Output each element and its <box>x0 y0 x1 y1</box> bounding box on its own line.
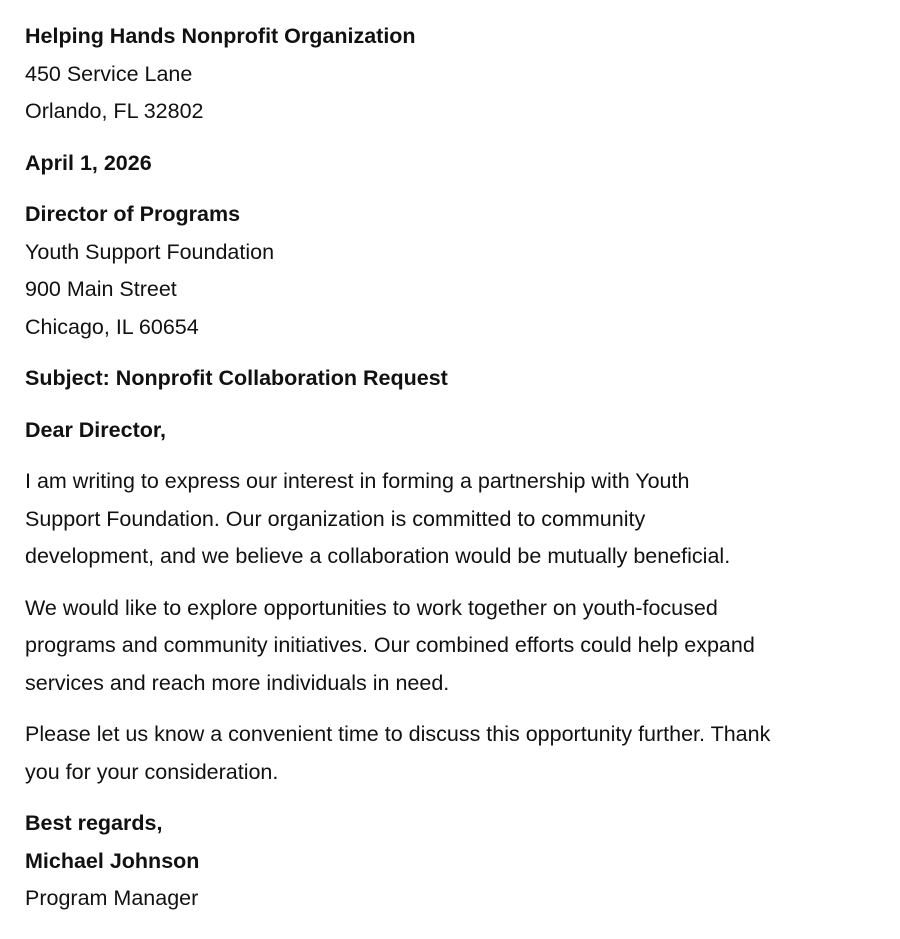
salutation-block <box>25 412 875 450</box>
recipient-title: Director of Programs <box>25 202 241 226</box>
date-block <box>25 145 875 183</box>
sender-address-block <box>25 18 875 131</box>
recipient-address-block <box>25 196 875 346</box>
subject-block <box>25 360 875 398</box>
recipient-city-state-zip: Chicago, IL 60654 <box>25 314 199 339</box>
body-paragraph-1-line-3: development, and we believe a collaboration would be mutually beneficial. <box>25 544 731 568</box>
body-paragraph-2-line-3: services and reach more individuals in need. <box>25 670 450 695</box>
letter-document <box>25 18 875 918</box>
salutation: Dear Director, <box>25 417 167 442</box>
sender-city-state-zip: Orlando, FL 32802 <box>25 99 204 123</box>
closing: Best regards, <box>25 811 163 835</box>
body-paragraph-3 <box>25 716 875 791</box>
recipient-street: 900 Main Street <box>25 277 177 301</box>
closing-block <box>25 805 875 918</box>
body-paragraph-1 <box>25 463 875 576</box>
body-paragraph-1-line-1: I am writing to express our interest in forming a partnership with Youth <box>25 469 690 493</box>
subject-line: Subject: Nonprofit Collaboration Request <box>25 366 448 390</box>
sender-street: 450 Service Lane <box>25 61 193 86</box>
body-paragraph-2 <box>25 590 875 703</box>
body-paragraph-3-line-2: you for your consideration. <box>25 759 279 784</box>
signature-title: Program Manager <box>25 886 199 910</box>
letter-date: April 1, 2026 <box>25 150 152 175</box>
body-paragraph-2-line-1: We would like to explore opportunities to work together on youth-focused <box>25 595 718 620</box>
body-paragraph-2-line-2: programs and community initiatives. Our combined efforts could help expand <box>25 633 755 657</box>
signature-name: Michael Johnson <box>25 848 200 873</box>
sender-name: Helping Hands Nonprofit Organization <box>25 24 416 48</box>
body-paragraph-1-line-2: Support Foundation. Our organization is committed to community <box>25 506 646 531</box>
body-paragraph-3-line-1: Please let us know a convenient time to discuss this opportunity further. Thank <box>25 722 771 746</box>
recipient-organization: Youth Support Foundation <box>25 239 275 264</box>
